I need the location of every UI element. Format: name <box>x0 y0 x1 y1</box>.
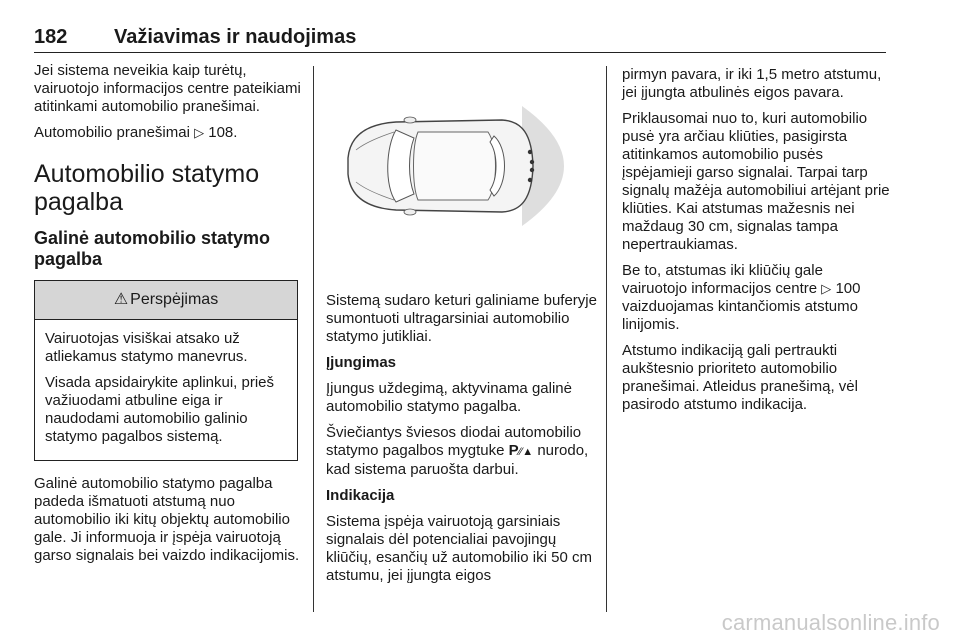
activation-paragraph: Įjungus uždegimą, aktyvinama galinė automobilio statymo pagalba. <box>326 380 572 415</box>
column-divider-1 <box>313 66 314 612</box>
car-mirror-left <box>404 117 416 123</box>
warning-title: Perspėjimas <box>130 291 219 308</box>
subsection-heading: Galinė automobilio statymo pagalba <box>34 228 271 269</box>
distance-display-paragraph: Be to, atstumas iki kliūčių gale vairuotojo informacijos centre ▷ 100 vaizduojamas kintančiomis atstumo linijomis. <box>622 262 861 333</box>
watermark: carmanualsonline.info <box>721 610 940 635</box>
parking-assist-waves-icon: ⁄⁄▲ <box>518 446 534 458</box>
warning-body <box>35 320 297 460</box>
intro-paragraph: Jei sistema neveikia kaip turėtų, vairuotojo informacijos centre pateikiami atitinkami automobilio pranešimai. <box>34 62 301 115</box>
chapter-title: Važiavimas ir naudojimas <box>114 26 357 48</box>
indication-heading: Indikacija <box>326 487 395 504</box>
column-3 <box>622 66 892 422</box>
figure-caption: Sistemą sudaro keturi galiniame buferyje sumontuoti ultragarsiniai automobilio statymo jutikliai. <box>326 292 597 345</box>
warning-paragraph-1: Vairuotojas visiškai atsako už atliekamus statymo manevrus. <box>45 330 248 365</box>
page-number: 182 <box>34 26 68 48</box>
parking-sensor-illustration <box>326 66 598 276</box>
led-paragraph: Šviečiantys šviesos diodai automobilio statymo pagalbos mygtuke P⁄⁄▲ nurodo, kad sistema paruošta darbui. <box>326 424 589 478</box>
continued-paragraph: pirmyn pavara, ir iki 1,5 metro atstumu, jei įjungta atbulinės eigos pavara. <box>622 66 882 101</box>
page-ref-arrow-icon: ▷ <box>821 281 832 296</box>
page-ref-link[interactable]: 100 <box>835 280 861 297</box>
warning-header <box>35 281 297 320</box>
sensor-dot <box>528 150 532 154</box>
activation-heading: Įjungimas <box>326 354 397 371</box>
sensor-dot <box>528 178 532 182</box>
interrupt-paragraph: Atstumo indikaciją gali pertraukti aukštesnio prioriteto automobilio pranešimai. Atleidus pranešimą, vėl pasirodo atstumo indikacija. <box>622 342 858 413</box>
car-roof <box>414 132 496 200</box>
signal-paragraph: Priklausomai nuo to, kuri automobilio pusė yra arčiau kliūties, pasigirsta atitinkamos automobilio pusės įspėjamieji garso signalai. Tarpai tarp signalų mažėja automobiliui artėjant prie kliūties. Kai atstumas mažesnis nei maždaug 30 cm, signalas tampa nepertraukiamas. <box>622 110 890 253</box>
warning-box <box>34 280 298 461</box>
sensor-dot <box>530 168 534 172</box>
car-top-view-image <box>326 66 598 276</box>
page-ref-arrow-icon: ▷ <box>194 125 205 140</box>
messages-reference: Automobilio pranešimai ▷ 108. <box>34 124 238 141</box>
sensor-dot <box>530 160 534 164</box>
column-divider-2 <box>606 66 607 612</box>
warning-triangle-icon: ⚠ <box>113 291 129 308</box>
column-2 <box>326 66 598 593</box>
column-1 <box>34 62 302 573</box>
section-heading: Automobilio statymo pagalba <box>34 160 260 216</box>
parking-assist-button-icon: P <box>508 442 519 459</box>
description-paragraph: Galinė automobilio statymo pagalba padeda išmatuoti atstumą nuo automobilio iki kitų objektų automobilio gale. Ji informuoja ir įspėja vairuotoją garso signalais bei vaizdo indikacijomis. <box>34 475 300 564</box>
warning-paragraph-2: Visada apsidairykite aplinkui, prieš važiuodami atbuline eiga ir naudodami automobilio galinio statymo pagalbos sistemą. <box>45 374 275 445</box>
indication-paragraph: Sistema įspėja vairuotoją garsiniais signalais dėl potencialiai pavojingų kliūčių, esančių už automobilio iki 50 cm atstumu, jei įjungta eigos <box>326 513 592 584</box>
car-mirror-right <box>404 209 416 215</box>
page-header <box>34 24 886 53</box>
page-ref-link[interactable]: 108. <box>208 124 238 141</box>
